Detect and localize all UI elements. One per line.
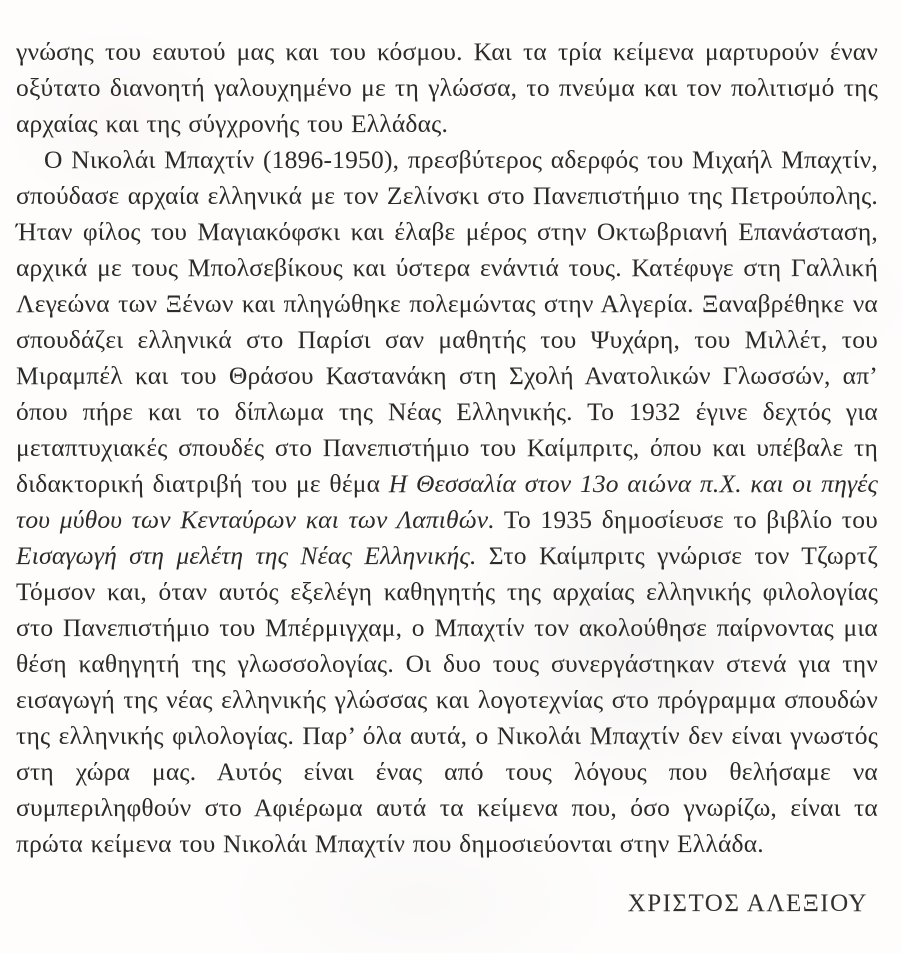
text-segment: Το 1935 δημοσίευσε το βιβλίο του (494, 505, 878, 534)
italic-book-title-thessaly: Η Θεσσαλία στον 13ο αιώνα π.Χ. και οι πηγές του μύθου των Κενταύρων και των Λαπιθών. (16, 469, 878, 534)
author-signature: ΧΡΙΣΤΟΣ ΑΛΕΞΙΟΥ (627, 890, 868, 917)
italic-book-title-introduction: Εισαγωγή στη μελέτη της Νέας Ελληνικής. (16, 541, 477, 570)
paragraph-intro (16, 34, 878, 142)
text-segment: Στο Καίμπριτς γνώρισε τον Τζωρτζ Τόμσον και, όταν αυτός εξελέγη καθηγητής της αρχαίας ελληνικής φιλολογίας στο Πανεπιστήμιο του Μπέρμιγχαμ, ο Μπαχτίν τον ακολούθησε παίρνοντας μια θέση καθηγητή της γλωσσολογίας. Οι δυο τους συνεργάστηκαν στενά για την εισαγωγή της νέας ελληνικής γλώσσας και λογοτεχνίας στο πρόγραμμα σπουδών της ελληνικής φιλολογίας. Παρ’ όλα αυτά, ο Νικολάι Μπαχτίν δεν είναι γνωστός στη χώρα μας. Αυτός είναι ένας από τους λόγους που θελήσαμε να συμπεριληφθούν στο Αφιέρωμα αυτά τα κείμενα που, όσο γνωρίζω, είναι τα πρώτα κείμενα του Νικολάι Μπαχτίν που δημοσιεύονται στην Ελλάδα. (16, 541, 878, 858)
text-segment: γνώσης του εαυτού μας και του κόσμου. Και τα τρία κείμενα μαρτυρούν έναν οξύτατο διανοητή γαλουχημένο με τη γλώσσα, το πνεύμα και τον πολιτισμό της αρχαίας και της σύγχρονής του Ελλάδας. (16, 37, 878, 138)
paragraph-bio (16, 142, 878, 862)
text-segment: Ο Νικολάι Μπαχτίν (1896-1950), πρεσβύτερος αδερφός του Μιχαήλ Μπαχτίν, σπούδασε αρχαία ελληνικά με τον Ζελίνσκι στο Πανεπιστήμιο της Πετρούπολης. Ήταν φίλος του Μαγιακόφσκι και έλαβε μέρος στην Οκτωβριανή Επανάσταση, αρχικά με τους Μπολσεβίκους και ύστερα ενάντιά τους. Κατέφυγε στη Γαλλική Λεγεώνα των Ξένων και πληγώθηκε πολεμώντας στην Αλγερία. Ξαναβρέθηκε να σπουδάζει ελληνικά στο Παρίσι σαν μαθητής του Ψυχάρη, του Μιλλέτ, του Μιραμπέλ και του Θράσου Καστανάκη στη Σχολή Ανατολικών Γλωσσών, απ’ όπου πήρε και το δίπλωμα της Νέας Ελληνικής. Το 1932 έγινε δεχτός για μεταπτυχιακές σπουδές στο Πανεπιστήμιο του Καίμπριτς, όπου και υπέβαλε τη διδακτορική διατριβή του με θέμα (16, 145, 878, 498)
body-text (16, 34, 878, 862)
